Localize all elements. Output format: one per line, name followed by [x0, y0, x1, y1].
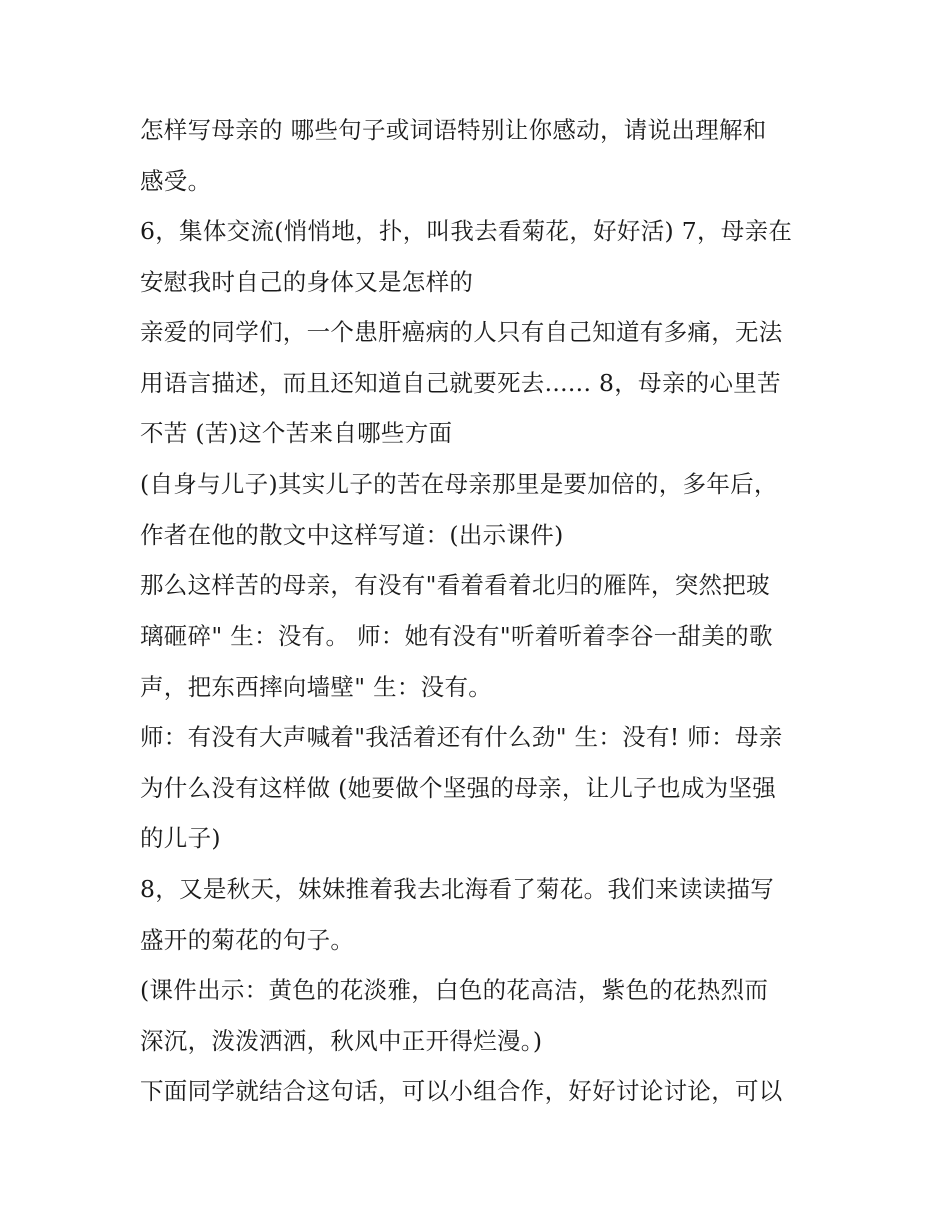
text-line: 下面同学就结合这句话，可以小组合作，好好讨论讨论，可以: [140, 1077, 783, 1105]
text-line: 怎样写母亲的 哪些句子或词语特别让你感动，请说出理解和: [140, 116, 767, 144]
text-line: 用语言描述，而且还知道自己就要死去...... 8，母亲的心里苦: [140, 369, 781, 397]
text-line: 盛开的菊花的句子。: [140, 926, 355, 954]
text-line: 师：有没有大声喊着"我活着还有什么劲" 生：没有! 师：母亲: [140, 723, 783, 751]
text-line: 为什么没有这样做 (她要做个坚强的母亲，让儿子也成为坚强: [140, 774, 777, 802]
text-line: 璃砸碎" 生：没有。 师：她有没有"听着听着李谷一甜美的歌: [140, 622, 773, 650]
text-line: 安慰我时自己的身体又是怎样的: [140, 268, 474, 296]
text-line: 声，把东西摔向墙壁" 生：没有。: [140, 673, 493, 701]
text-line: 的儿子): [140, 824, 221, 852]
text-line: 作者在他的散文中这样写道：(出示课件): [140, 521, 564, 549]
text-line: 感受。: [140, 167, 212, 195]
text-line: (自身与儿子)其实儿子的苦在母亲那里是要加倍的，多年后，: [140, 470, 778, 498]
text-line: 6，集体交流(悄悄地，扑，叫我去看菊花，好好活) 7，母亲在: [140, 217, 793, 245]
text-line: (课件出示：黄色的花淡雅，白色的花高洁，紫色的花热烈而: [140, 976, 769, 1004]
text-line: 那么这样苦的母亲，有没有"看着看着北归的雁阵，突然把玻: [140, 571, 770, 599]
text-line: 深沉，泼泼洒洒，秋风中正开得烂漫。): [140, 1027, 543, 1055]
text-line: 不苦 (苦)这个苦来自哪些方面: [140, 419, 453, 447]
text-line: 8，又是秋天，妹妹推着我去北海看了菊花。我们来读读描写: [140, 875, 775, 903]
text-line: 亲爱的同学们，一个患肝癌病的人只有自己知道有多痛，无法: [140, 318, 783, 346]
